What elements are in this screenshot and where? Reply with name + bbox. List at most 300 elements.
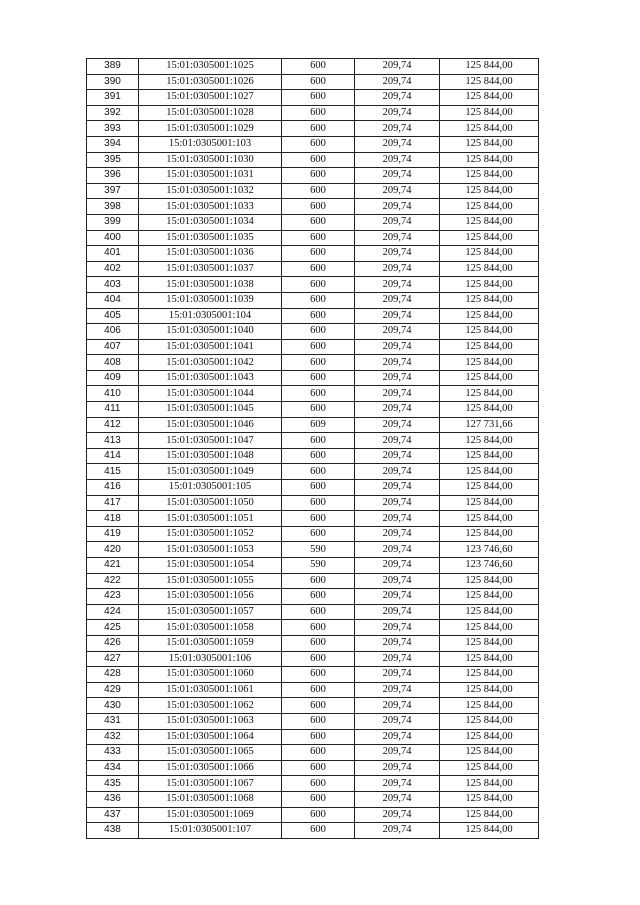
area-cell: 600 — [282, 136, 355, 152]
rate-cell: 209,74 — [355, 308, 440, 324]
value-cell: 125 844,00 — [440, 448, 539, 464]
row-number-cell: 429 — [87, 682, 139, 698]
area-cell: 600 — [282, 277, 355, 293]
table-row — [87, 745, 539, 761]
row-number-cell: 395 — [87, 152, 139, 168]
table-row — [87, 355, 539, 371]
row-number-cell: 396 — [87, 168, 139, 184]
area-cell: 600 — [282, 152, 355, 168]
value-cell: 125 844,00 — [440, 604, 539, 620]
rate-cell: 209,74 — [355, 136, 440, 152]
table-row — [87, 464, 539, 480]
value-cell: 125 844,00 — [440, 121, 539, 137]
rate-cell: 209,74 — [355, 604, 440, 620]
value-cell: 125 844,00 — [440, 199, 539, 215]
area-cell: 600 — [282, 480, 355, 496]
row-number-cell: 424 — [87, 604, 139, 620]
rate-cell: 209,74 — [355, 183, 440, 199]
table-row — [87, 261, 539, 277]
table-row — [87, 713, 539, 729]
row-number-cell: 428 — [87, 667, 139, 683]
value-cell: 125 844,00 — [440, 823, 539, 839]
value-cell: 125 844,00 — [440, 386, 539, 402]
value-cell: 125 844,00 — [440, 651, 539, 667]
row-number-cell: 392 — [87, 105, 139, 121]
table-row — [87, 760, 539, 776]
area-cell: 600 — [282, 230, 355, 246]
table-row — [87, 698, 539, 714]
area-cell: 600 — [282, 713, 355, 729]
rate-cell: 209,74 — [355, 230, 440, 246]
rate-cell: 209,74 — [355, 526, 440, 542]
rate-cell: 209,74 — [355, 573, 440, 589]
area-cell: 600 — [282, 324, 355, 340]
row-number-cell: 410 — [87, 386, 139, 402]
rate-cell: 209,74 — [355, 74, 440, 90]
table-row — [87, 635, 539, 651]
table-row — [87, 651, 539, 667]
row-number-cell: 434 — [87, 760, 139, 776]
table-row — [87, 230, 539, 246]
value-cell: 123 746,60 — [440, 542, 539, 558]
table-row — [87, 620, 539, 636]
cadastral-number-cell: 15:01:0305001:1048 — [139, 448, 282, 464]
area-cell: 600 — [282, 105, 355, 121]
area-cell: 600 — [282, 729, 355, 745]
rate-cell: 209,74 — [355, 745, 440, 761]
area-cell: 600 — [282, 168, 355, 184]
row-number-cell: 402 — [87, 261, 139, 277]
area-cell: 600 — [282, 214, 355, 230]
cadastral-number-cell: 15:01:0305001:1025 — [139, 59, 282, 75]
cadastral-number-cell: 15:01:0305001:1051 — [139, 511, 282, 527]
area-cell: 600 — [282, 760, 355, 776]
area-cell: 600 — [282, 620, 355, 636]
table-row — [87, 682, 539, 698]
value-cell: 125 844,00 — [440, 713, 539, 729]
rate-cell: 209,74 — [355, 152, 440, 168]
area-cell: 600 — [282, 261, 355, 277]
area-cell: 600 — [282, 495, 355, 511]
area-cell: 600 — [282, 74, 355, 90]
value-cell: 125 844,00 — [440, 526, 539, 542]
row-number-cell: 409 — [87, 370, 139, 386]
row-number-cell: 412 — [87, 417, 139, 433]
cadastral-number-cell: 15:01:0305001:1030 — [139, 152, 282, 168]
rate-cell: 209,74 — [355, 168, 440, 184]
value-cell: 125 844,00 — [440, 355, 539, 371]
rate-cell: 209,74 — [355, 823, 440, 839]
area-cell: 600 — [282, 589, 355, 605]
rate-cell: 209,74 — [355, 121, 440, 137]
value-cell: 125 844,00 — [440, 589, 539, 605]
table-row — [87, 495, 539, 511]
cadastral-number-cell: 15:01:0305001:1039 — [139, 292, 282, 308]
cadastral-number-cell: 15:01:0305001:1029 — [139, 121, 282, 137]
table-row — [87, 448, 539, 464]
row-number-cell: 417 — [87, 495, 139, 511]
cadastral-number-cell: 15:01:0305001:1067 — [139, 776, 282, 792]
value-cell: 125 844,00 — [440, 74, 539, 90]
cadastral-number-cell: 15:01:0305001:1066 — [139, 760, 282, 776]
cadastral-number-cell: 15:01:0305001:1031 — [139, 168, 282, 184]
value-cell: 125 844,00 — [440, 776, 539, 792]
rate-cell: 209,74 — [355, 682, 440, 698]
area-cell: 600 — [282, 604, 355, 620]
cadastral-number-cell: 15:01:0305001:1069 — [139, 807, 282, 823]
table-row — [87, 246, 539, 262]
cadastral-number-cell: 15:01:0305001:107 — [139, 823, 282, 839]
value-cell: 125 844,00 — [440, 308, 539, 324]
table-row — [87, 604, 539, 620]
value-cell: 125 844,00 — [440, 573, 539, 589]
table-row — [87, 324, 539, 340]
area-cell: 600 — [282, 526, 355, 542]
row-number-cell: 399 — [87, 214, 139, 230]
table-row — [87, 136, 539, 152]
value-cell: 125 844,00 — [440, 277, 539, 293]
value-cell: 125 844,00 — [440, 729, 539, 745]
row-number-cell: 425 — [87, 620, 139, 636]
rate-cell: 209,74 — [355, 370, 440, 386]
table-row — [87, 417, 539, 433]
table-row — [87, 386, 539, 402]
area-cell: 600 — [282, 90, 355, 106]
rate-cell: 209,74 — [355, 511, 440, 527]
table-row — [87, 667, 539, 683]
row-number-cell: 418 — [87, 511, 139, 527]
cadastral-table — [86, 58, 539, 839]
cadastral-number-cell: 15:01:0305001:1035 — [139, 230, 282, 246]
value-cell: 125 844,00 — [440, 745, 539, 761]
row-number-cell: 432 — [87, 729, 139, 745]
rate-cell: 209,74 — [355, 246, 440, 262]
row-number-cell: 426 — [87, 635, 139, 651]
rate-cell: 209,74 — [355, 698, 440, 714]
row-number-cell: 419 — [87, 526, 139, 542]
cadastral-number-cell: 15:01:0305001:1047 — [139, 433, 282, 449]
rate-cell: 209,74 — [355, 59, 440, 75]
cadastral-number-cell: 15:01:0305001:1038 — [139, 277, 282, 293]
cadastral-number-cell: 15:01:0305001:1060 — [139, 667, 282, 683]
table-row — [87, 90, 539, 106]
area-cell: 600 — [282, 199, 355, 215]
cadastral-number-cell: 15:01:0305001:106 — [139, 651, 282, 667]
table-row — [87, 370, 539, 386]
table-row — [87, 511, 539, 527]
rate-cell: 209,74 — [355, 386, 440, 402]
rate-cell: 209,74 — [355, 651, 440, 667]
row-number-cell: 422 — [87, 573, 139, 589]
row-number-cell: 407 — [87, 339, 139, 355]
cadastral-number-cell: 15:01:0305001:1045 — [139, 402, 282, 418]
table-row — [87, 589, 539, 605]
table-row — [87, 121, 539, 137]
value-cell: 125 844,00 — [440, 511, 539, 527]
value-cell: 125 844,00 — [440, 370, 539, 386]
cadastral-number-cell: 15:01:0305001:1061 — [139, 682, 282, 698]
table-row — [87, 183, 539, 199]
rate-cell: 209,74 — [355, 776, 440, 792]
cadastral-number-cell: 15:01:0305001:1059 — [139, 635, 282, 651]
rate-cell: 209,74 — [355, 214, 440, 230]
cadastral-number-cell: 15:01:0305001:1049 — [139, 464, 282, 480]
row-number-cell: 404 — [87, 292, 139, 308]
row-number-cell: 398 — [87, 199, 139, 215]
cadastral-number-cell: 15:01:0305001:1034 — [139, 214, 282, 230]
value-cell: 125 844,00 — [440, 246, 539, 262]
area-cell: 600 — [282, 651, 355, 667]
value-cell: 125 844,00 — [440, 183, 539, 199]
value-cell: 125 844,00 — [440, 136, 539, 152]
area-cell: 600 — [282, 448, 355, 464]
value-cell: 125 844,00 — [440, 292, 539, 308]
cadastral-number-cell: 15:01:0305001:1044 — [139, 386, 282, 402]
rate-cell: 209,74 — [355, 448, 440, 464]
row-number-cell: 411 — [87, 402, 139, 418]
value-cell: 125 844,00 — [440, 495, 539, 511]
cadastral-number-cell: 15:01:0305001:1053 — [139, 542, 282, 558]
cadastral-number-cell: 15:01:0305001:1032 — [139, 183, 282, 199]
table-row — [87, 480, 539, 496]
area-cell: 600 — [282, 807, 355, 823]
cadastral-number-cell: 15:01:0305001:1036 — [139, 246, 282, 262]
row-number-cell: 397 — [87, 183, 139, 199]
cadastral-number-cell: 15:01:0305001:1068 — [139, 791, 282, 807]
area-cell: 609 — [282, 417, 355, 433]
area-cell: 600 — [282, 292, 355, 308]
rate-cell: 209,74 — [355, 105, 440, 121]
row-number-cell: 416 — [87, 480, 139, 496]
table-row — [87, 433, 539, 449]
value-cell: 125 844,00 — [440, 324, 539, 340]
rate-cell: 209,74 — [355, 760, 440, 776]
rate-cell: 209,74 — [355, 542, 440, 558]
table-row — [87, 807, 539, 823]
area-cell: 600 — [282, 682, 355, 698]
row-number-cell: 413 — [87, 433, 139, 449]
row-number-cell: 414 — [87, 448, 139, 464]
row-number-cell: 408 — [87, 355, 139, 371]
table-row — [87, 59, 539, 75]
row-number-cell: 400 — [87, 230, 139, 246]
rate-cell: 209,74 — [355, 433, 440, 449]
area-cell: 600 — [282, 667, 355, 683]
rate-cell: 209,74 — [355, 402, 440, 418]
value-cell: 125 844,00 — [440, 807, 539, 823]
area-cell: 600 — [282, 433, 355, 449]
table-row — [87, 292, 539, 308]
row-number-cell: 435 — [87, 776, 139, 792]
value-cell: 125 844,00 — [440, 682, 539, 698]
area-cell: 600 — [282, 791, 355, 807]
rate-cell: 209,74 — [355, 807, 440, 823]
row-number-cell: 427 — [87, 651, 139, 667]
cadastral-number-cell: 15:01:0305001:1052 — [139, 526, 282, 542]
cadastral-number-cell: 15:01:0305001:1054 — [139, 558, 282, 574]
table-row — [87, 308, 539, 324]
area-cell: 600 — [282, 511, 355, 527]
table-row — [87, 168, 539, 184]
row-number-cell: 420 — [87, 542, 139, 558]
value-cell: 125 844,00 — [440, 230, 539, 246]
area-cell: 600 — [282, 635, 355, 651]
table-row — [87, 199, 539, 215]
rate-cell: 209,74 — [355, 355, 440, 371]
rate-cell: 209,74 — [355, 417, 440, 433]
cadastral-number-cell: 15:01:0305001:1063 — [139, 713, 282, 729]
value-cell: 125 844,00 — [440, 105, 539, 121]
rate-cell: 209,74 — [355, 464, 440, 480]
rate-cell: 209,74 — [355, 729, 440, 745]
rate-cell: 209,74 — [355, 277, 440, 293]
value-cell: 125 844,00 — [440, 698, 539, 714]
area-cell: 600 — [282, 386, 355, 402]
row-number-cell: 403 — [87, 277, 139, 293]
cadastral-number-cell: 15:01:0305001:103 — [139, 136, 282, 152]
area-cell: 600 — [282, 776, 355, 792]
table-row — [87, 823, 539, 839]
cadastral-number-cell: 15:01:0305001:105 — [139, 480, 282, 496]
cadastral-number-cell: 15:01:0305001:1064 — [139, 729, 282, 745]
area-cell: 600 — [282, 745, 355, 761]
value-cell: 125 844,00 — [440, 760, 539, 776]
cadastral-number-cell: 15:01:0305001:1055 — [139, 573, 282, 589]
area-cell: 600 — [282, 823, 355, 839]
cadastral-number-cell: 15:01:0305001:1042 — [139, 355, 282, 371]
rate-cell: 209,74 — [355, 620, 440, 636]
rate-cell: 209,74 — [355, 292, 440, 308]
row-number-cell: 437 — [87, 807, 139, 823]
table-row — [87, 277, 539, 293]
area-cell: 590 — [282, 558, 355, 574]
table-row — [87, 573, 539, 589]
row-number-cell: 436 — [87, 791, 139, 807]
cadastral-number-cell: 15:01:0305001:1046 — [139, 417, 282, 433]
area-cell: 600 — [282, 246, 355, 262]
cadastral-number-cell: 15:01:0305001:1043 — [139, 370, 282, 386]
cadastral-number-cell: 15:01:0305001:104 — [139, 308, 282, 324]
cadastral-number-cell: 15:01:0305001:1056 — [139, 589, 282, 605]
area-cell: 600 — [282, 698, 355, 714]
cadastral-number-cell: 15:01:0305001:1041 — [139, 339, 282, 355]
value-cell: 125 844,00 — [440, 791, 539, 807]
area-cell: 600 — [282, 339, 355, 355]
area-cell: 590 — [282, 542, 355, 558]
table-row — [87, 105, 539, 121]
cadastral-number-cell: 15:01:0305001:1050 — [139, 495, 282, 511]
row-number-cell: 405 — [87, 308, 139, 324]
rate-cell: 209,74 — [355, 339, 440, 355]
value-cell: 125 844,00 — [440, 620, 539, 636]
value-cell: 125 844,00 — [440, 464, 539, 480]
row-number-cell: 433 — [87, 745, 139, 761]
table-row — [87, 558, 539, 574]
row-number-cell: 415 — [87, 464, 139, 480]
cadastral-number-cell: 15:01:0305001:1062 — [139, 698, 282, 714]
table-row — [87, 526, 539, 542]
value-cell: 125 844,00 — [440, 635, 539, 651]
row-number-cell: 421 — [87, 558, 139, 574]
row-number-cell: 391 — [87, 90, 139, 106]
value-cell: 125 844,00 — [440, 261, 539, 277]
value-cell: 125 844,00 — [440, 214, 539, 230]
cadastral-number-cell: 15:01:0305001:1040 — [139, 324, 282, 340]
area-cell: 600 — [282, 183, 355, 199]
rate-cell: 209,74 — [355, 635, 440, 651]
rate-cell: 209,74 — [355, 324, 440, 340]
area-cell: 600 — [282, 355, 355, 371]
row-number-cell: 393 — [87, 121, 139, 137]
value-cell: 123 746,60 — [440, 558, 539, 574]
area-cell: 600 — [282, 370, 355, 386]
value-cell: 125 844,00 — [440, 152, 539, 168]
value-cell: 125 844,00 — [440, 59, 539, 75]
rate-cell: 209,74 — [355, 261, 440, 277]
table-row — [87, 776, 539, 792]
table-row — [87, 402, 539, 418]
row-number-cell: 431 — [87, 713, 139, 729]
area-cell: 600 — [282, 308, 355, 324]
value-cell: 125 844,00 — [440, 90, 539, 106]
area-cell: 600 — [282, 573, 355, 589]
rate-cell: 209,74 — [355, 90, 440, 106]
row-number-cell: 430 — [87, 698, 139, 714]
value-cell: 127 731,66 — [440, 417, 539, 433]
row-number-cell: 423 — [87, 589, 139, 605]
cadastral-number-cell: 15:01:0305001:1057 — [139, 604, 282, 620]
table-body — [87, 59, 539, 839]
area-cell: 600 — [282, 402, 355, 418]
value-cell: 125 844,00 — [440, 402, 539, 418]
area-cell: 600 — [282, 59, 355, 75]
table-row — [87, 74, 539, 90]
row-number-cell: 394 — [87, 136, 139, 152]
rate-cell: 209,74 — [355, 199, 440, 215]
value-cell: 125 844,00 — [440, 339, 539, 355]
rate-cell: 209,74 — [355, 480, 440, 496]
area-cell: 600 — [282, 464, 355, 480]
cadastral-number-cell: 15:01:0305001:1037 — [139, 261, 282, 277]
cadastral-number-cell: 15:01:0305001:1065 — [139, 745, 282, 761]
rate-cell: 209,74 — [355, 589, 440, 605]
cadastral-number-cell: 15:01:0305001:1026 — [139, 74, 282, 90]
cadastral-number-cell: 15:01:0305001:1027 — [139, 90, 282, 106]
row-number-cell: 438 — [87, 823, 139, 839]
table-row — [87, 214, 539, 230]
rate-cell: 209,74 — [355, 558, 440, 574]
row-number-cell: 406 — [87, 324, 139, 340]
value-cell: 125 844,00 — [440, 433, 539, 449]
rate-cell: 209,74 — [355, 667, 440, 683]
value-cell: 125 844,00 — [440, 480, 539, 496]
row-number-cell: 390 — [87, 74, 139, 90]
table-row — [87, 542, 539, 558]
rate-cell: 209,74 — [355, 713, 440, 729]
cadastral-number-cell: 15:01:0305001:1033 — [139, 199, 282, 215]
cadastral-number-cell: 15:01:0305001:1028 — [139, 105, 282, 121]
table-row — [87, 152, 539, 168]
table-row — [87, 791, 539, 807]
row-number-cell: 389 — [87, 59, 139, 75]
value-cell: 125 844,00 — [440, 168, 539, 184]
table-row — [87, 339, 539, 355]
row-number-cell: 401 — [87, 246, 139, 262]
area-cell: 600 — [282, 121, 355, 137]
value-cell: 125 844,00 — [440, 667, 539, 683]
rate-cell: 209,74 — [355, 791, 440, 807]
cadastral-number-cell: 15:01:0305001:1058 — [139, 620, 282, 636]
